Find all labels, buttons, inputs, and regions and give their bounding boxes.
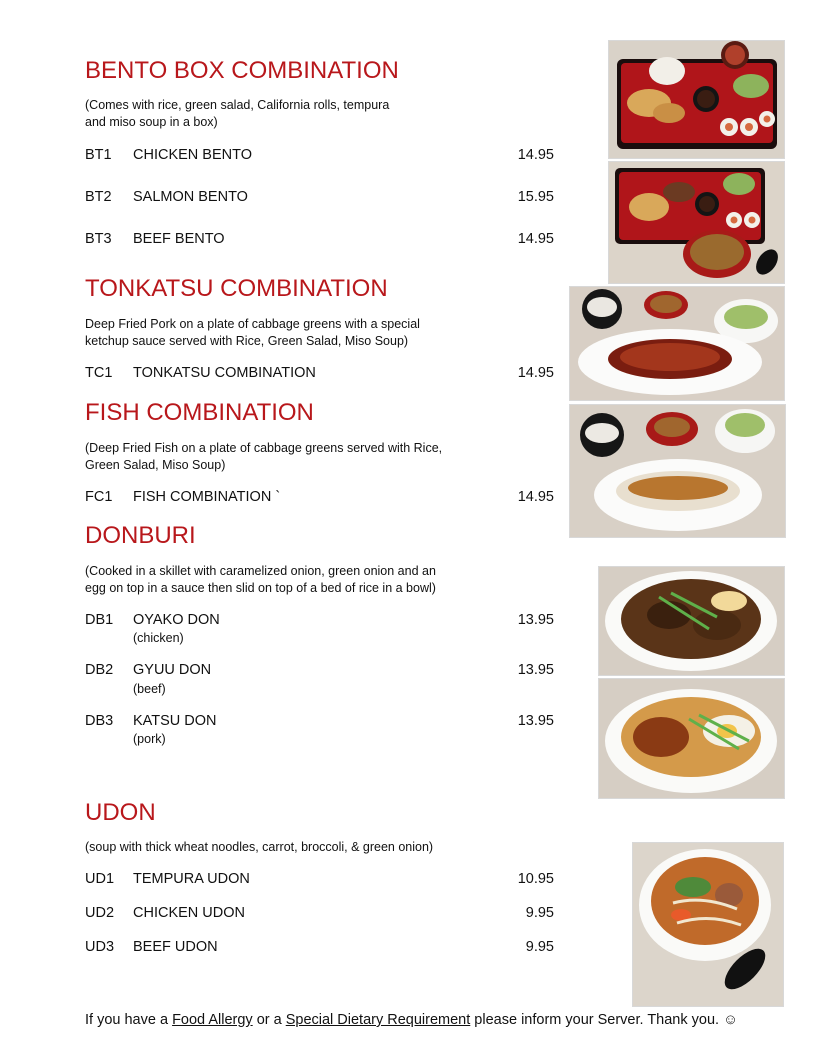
section-title-fish: FISH COMBINATION [85, 399, 314, 426]
allergy-notice [85, 1012, 738, 1028]
item-name: TONKATSU COMBINATION [133, 365, 316, 381]
gyuu-don-bowl-photo [598, 566, 785, 676]
item-name: TEMPURA UDON [133, 871, 250, 887]
desc-line: (Comes with rice, green salad, California rolls, tempura [85, 98, 390, 112]
item-subtext: (pork) [133, 732, 166, 746]
item-name: OYAKO DON [133, 612, 220, 628]
section-title-tonkatsu: TONKATSU COMBINATION [85, 275, 388, 302]
section-desc-bento [85, 97, 389, 131]
desc-line: Deep Fried Pork on a plate of cabbage greens with a special [85, 317, 420, 331]
item-code: BT2 [85, 189, 112, 205]
item-code: DB2 [85, 662, 114, 678]
item-name: CHICKEN BENTO [133, 147, 252, 163]
item-subtext: (chicken) [133, 631, 184, 645]
desc-line: (Deep Fried Fish on a plate of cabbage greens served with Rice, [85, 441, 443, 455]
section-title-bento: BENTO BOX COMBINATION [85, 57, 399, 84]
item-name: SALMON BENTO [133, 189, 248, 205]
desc-line: (Cooked in a skillet with caramelized onion, green onion and an [85, 564, 436, 578]
bento-box-photo-2 [608, 161, 785, 284]
item-price: 15.95 [517, 189, 554, 205]
item-code: UD3 [85, 939, 115, 955]
item-name: BEEF UDON [133, 939, 218, 955]
bento-box-photo [608, 40, 785, 159]
katsu-don-bowl-photo [598, 678, 785, 799]
item-code: TC1 [85, 365, 113, 381]
item-name: CHICKEN UDON [133, 905, 245, 921]
notice-text: please inform your Server. Thank you. ☺ [470, 1012, 738, 1028]
item-name: FISH COMBINATION ` [133, 489, 281, 505]
tonkatsu-plate-photo [569, 286, 785, 401]
section-desc-udon [85, 839, 433, 856]
item-price: 14.95 [517, 489, 554, 505]
item-price: 14.95 [517, 231, 554, 247]
item-code: DB1 [85, 612, 114, 628]
notice-text: If you have a [85, 1012, 173, 1028]
notice-text: or a [252, 1012, 286, 1028]
item-code: DB3 [85, 713, 114, 729]
section-title-donburi: DONBURI [85, 522, 196, 549]
item-price: 13.95 [517, 713, 554, 729]
item-code: FC1 [85, 489, 113, 505]
item-code: UD1 [85, 871, 115, 887]
item-price: 14.95 [517, 147, 554, 163]
item-code: BT1 [85, 147, 112, 163]
item-price: 10.95 [517, 871, 554, 887]
desc-line: (soup with thick wheat noodles, carrot, broccoli, & green onion) [85, 840, 434, 854]
section-desc-tonkatsu [85, 316, 420, 350]
item-price: 9.95 [525, 905, 554, 921]
udon-bowl-photo [632, 842, 784, 1007]
item-code: UD2 [85, 905, 115, 921]
desc-line: ketchup sauce served with Rice, Green Salad, Miso Soup) [85, 334, 409, 348]
item-name: KATSU DON [133, 713, 217, 729]
desc-line: egg on top in a sauce then slid on top of a bed of rice in a bowl) [85, 581, 436, 595]
section-title-udon: UDON [85, 799, 156, 826]
item-code: BT3 [85, 231, 112, 247]
item-price: 13.95 [517, 662, 554, 678]
desc-line: and miso soup in a box) [85, 115, 218, 129]
food-allergy-text: Food Allergy [172, 1012, 253, 1028]
item-price: 13.95 [517, 612, 554, 628]
section-desc-donburi [85, 563, 436, 597]
desc-line: Green Salad, Miso Soup) [85, 458, 226, 472]
item-subtext: (beef) [133, 682, 166, 696]
item-price: 14.95 [517, 365, 554, 381]
dietary-requirement-text: Special Dietary Requirement [285, 1012, 471, 1028]
fish-plate-photo [569, 404, 786, 538]
item-name: GYUU DON [133, 662, 212, 678]
item-price: 9.95 [525, 939, 554, 955]
section-desc-fish [85, 440, 442, 474]
item-name: BEEF BENTO [133, 231, 225, 247]
